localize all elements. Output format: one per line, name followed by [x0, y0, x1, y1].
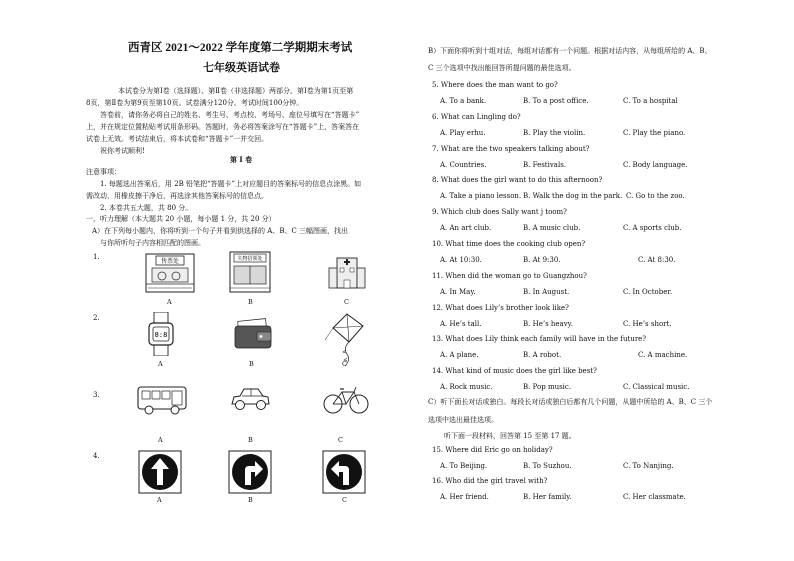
intro-line-6: 祝你考试顺利! — [100, 147, 145, 155]
option-c: C. Play the piano. — [623, 128, 686, 137]
choice-label: C — [344, 298, 349, 306]
bus-picture — [136, 384, 188, 416]
choice-label: A — [157, 496, 162, 504]
turn-left-sign — [322, 450, 366, 494]
lost-and-found-picture — [228, 250, 272, 294]
intro-line-1: 本试卷分为第Ⅰ卷（选择题）、第Ⅱ卷（非选择题）两部分。第Ⅰ卷为第1页至第 — [118, 87, 354, 95]
choice-label: C — [342, 496, 347, 504]
choice-label: A — [158, 360, 163, 368]
question-text: 9. Which club does Sally want j toom? — [432, 208, 567, 217]
choice-label: B — [248, 436, 253, 444]
option-b: B. Play the violin. — [523, 128, 586, 137]
option-a: A. Her friend. — [440, 493, 489, 501]
intro-line-2: 8页，第Ⅱ卷为第9页至第10页。试卷满分120分。考试时间100分钟。 — [86, 99, 304, 107]
option-c: C. Her classmate. — [623, 493, 686, 501]
watch-picture — [146, 312, 176, 356]
bicycle-picture — [322, 384, 370, 416]
option-c: C. A machine. — [638, 351, 688, 360]
notes-line-3: 2. 本卷共五大题，共 80 分。 — [100, 204, 193, 212]
option-b: B. A music club. — [523, 224, 581, 233]
option-a: A. In May. — [440, 287, 476, 296]
option-c: C. A sports club. — [623, 224, 682, 233]
question-text: 6. What can Lingling do? — [432, 112, 521, 121]
hospital-picture — [325, 250, 369, 294]
option-c: C. He’s short. — [623, 319, 672, 328]
option-c: C. To a hospital — [623, 97, 678, 105]
straight-arrow-sign — [138, 450, 182, 494]
question-text: 11. When did the woman go to Guangzhou? — [432, 271, 587, 280]
question-text: 14. What kind of music does the girl like best? — [432, 367, 597, 376]
option-a: A. To a bank. — [440, 97, 487, 105]
partC-line-2: 选项中选出最佳选项。 — [428, 416, 498, 424]
option-a: A. At 10:30. — [440, 256, 482, 264]
option-a: A. An art club. — [440, 224, 492, 233]
option-b: B. Her family. — [523, 493, 572, 501]
option-a: A. He’s tall. — [440, 319, 482, 328]
option-b: B. Walk the dog in the park. — [523, 192, 623, 201]
option-a: A. A plane. — [440, 351, 479, 360]
option-b: B. He’s heavy. — [523, 319, 573, 328]
car-picture — [228, 384, 272, 414]
exam-title: 西青区 2021～2022 学年度第二学期期末考试 — [128, 42, 353, 54]
sign-text: 售票处 — [160, 258, 180, 265]
question-text: 7. What are the two speakers talking about? — [432, 144, 590, 153]
option-b: B. A robot. — [523, 351, 562, 360]
question-number: 1. — [93, 253, 100, 261]
notes-line-2: 需改动，用橡皮擦干净后，再选涂其他答案标号的信息点。 — [86, 192, 268, 200]
notes-line-1: 1. 每题选出答案后，用 2B 铅笔把“答题卡”上对应题目的答案标号的信息点涂黑。如 — [100, 180, 362, 188]
choice-label: B — [248, 496, 253, 504]
question-text: 13. What does Lily think each family will have in the future? — [432, 335, 647, 344]
option-c: C. Body language. — [623, 160, 688, 169]
partA-line-1: A）在下列每小题内，你将听到一个句子并看到供选择的 A、B、C 三幅图画，找出 — [92, 227, 349, 235]
partB-line-2: C 三个选项中找出能回答所提问题的最佳选项。 — [428, 64, 576, 72]
choice-label: A — [167, 298, 172, 306]
option-a: A. Take a piano lesson. — [440, 192, 522, 201]
option-c: C. At 8:30. — [638, 256, 676, 264]
listening-heading: 一、听力理解（本大题共 20 小题，每小题 1 分，共 20 分） — [86, 215, 276, 223]
svg-text:8:8: 8:8 — [154, 331, 168, 339]
notes-heading: 注意事项： — [86, 168, 121, 176]
question-text: 5. Where does the man want to go? — [432, 81, 558, 89]
question-number: 4. — [93, 452, 100, 460]
partC-intro: 听下面一段材料，回答第 15 至第 17 题。 — [444, 432, 576, 440]
option-c: C. In October. — [623, 287, 673, 296]
wallet-picture — [233, 318, 273, 350]
option-c: C. To Nanjing. — [623, 462, 674, 470]
building-sign-text: 失物招领处 — [237, 256, 263, 262]
question-text: 10. What time does the cooking club open? — [432, 240, 586, 248]
choice-label: C — [342, 360, 347, 368]
choice-label: A — [158, 436, 163, 444]
option-b: B. To Suzhou. — [523, 462, 572, 470]
option-b: B. In August. — [523, 287, 570, 296]
intro-line-4: 上，并在规定位置粘贴考试用条形码。答题时，务必将答案涂写在“答题卡”上，答案答在 — [86, 123, 360, 131]
ticket-office-picture — [140, 250, 200, 294]
option-c: C. Classical music. — [623, 383, 690, 392]
question-number: 2. — [93, 314, 100, 322]
choice-label: C — [338, 436, 343, 444]
question-text: 16. Who did the girl travel with? — [432, 477, 548, 485]
partB-line-1: B）下面你将听到十组对话，每组对话都有一个问题。根据对话内容，从每组所给的 A、B、 — [428, 47, 712, 55]
option-a: A. Rock music. — [440, 383, 493, 392]
option-a: A. Play erhu. — [440, 128, 486, 137]
section-heading: 第 Ⅰ 卷 — [230, 155, 253, 164]
option-b: B. At 9:30. — [523, 256, 561, 264]
partA-line-2: 与你所听句子内容相匹配的图画。 — [100, 239, 205, 247]
question-number: 3. — [93, 391, 100, 399]
option-b: B. Pop music. — [523, 383, 572, 392]
option-c: C. Go to the zoo. — [626, 192, 685, 201]
turn-right-sign — [228, 450, 272, 494]
option-b: B. To a post office. — [523, 97, 589, 105]
question-text: 15. Where did Eric go on holiday? — [432, 446, 553, 454]
choice-label: B — [248, 298, 253, 306]
partC-line-1: C）听下面长对话或独白。每段长对话或独白后都有几个问题，从题中所给的 A、B、C 三个 — [428, 398, 713, 406]
option-b: B. Festivals. — [523, 160, 567, 169]
question-text: 12. What does Lily’s brother look like? — [432, 303, 569, 312]
exam-subtitle: 七年级英语试卷 — [203, 61, 280, 74]
intro-line-5: 试卷上无效。考试结束后，将本试卷和“答题卡”一并交回。 — [86, 135, 269, 143]
choice-label: B — [249, 360, 254, 368]
option-a: A. To Beijing. — [440, 462, 488, 470]
question-text: 8. What does the girl want to do this afternoon? — [432, 176, 603, 185]
intro-line-3: 答卷前，请你务必将自己的姓名、考生号、考点校、考场号、座位号填写在“答题卡” — [100, 111, 360, 119]
option-a: A. Countries. — [440, 160, 487, 169]
